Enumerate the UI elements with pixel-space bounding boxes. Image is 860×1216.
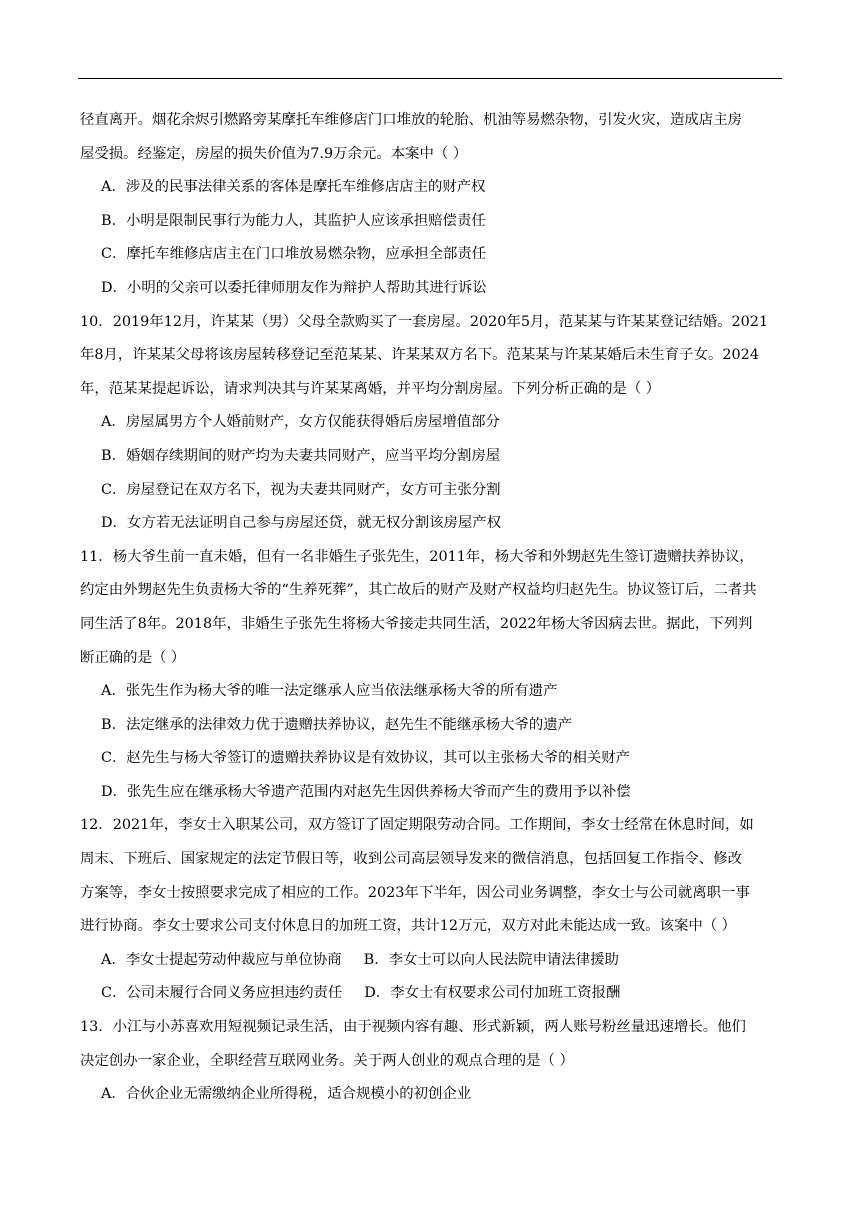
header-rule [78, 78, 782, 79]
answer-option: C．房屋登记在双方名下，视为夫妻共同财产，女方可主张分割 [101, 481, 501, 498]
answer-option: A．房屋属男方个人婚前财产，女方仅能获得婚后房屋增值部分 [101, 414, 500, 431]
answer-option: A．张先生作为杨大爷的唯一法定继承人应当依法继承杨大爷的所有遗产 [101, 683, 558, 700]
question-text-line: 径直离开。烟花余烬引燃路旁某摩托车维修店门口堆放的轮胎、机油等易燃杂物，引发火灾，造成店主房 [80, 112, 742, 128]
answer-option: A．李女士提起劳动仲裁应与单位协商 [101, 951, 342, 968]
question-text-line: 年，范某某提起诉讼，请求判决其与许某某离婚，并平均分割房屋。下列分析正确的是（ ） [80, 380, 661, 397]
answer-option: D．女方若无法证明自己参与房屋还贷，就无权分割该房屋产权 [101, 515, 502, 532]
answer-option: C．赵先生与杨大爷签订的遗赠扶养协议是有效协议，其可以主张杨大爷的相关财产 [101, 750, 631, 767]
answer-option: B．法定继承的法律效力优于遗赠扶养协议，赵先生不能继承杨大爷的遗产 [101, 716, 573, 733]
answer-option: B．李女士可以向人民法院申请法律援助 [363, 951, 619, 968]
question-text-line: 断正确的是（ ） [80, 649, 186, 666]
answer-option: A．合伙企业无需缴纳企业所得税，适合规模小的初创企业 [101, 1086, 472, 1103]
question-text-line: 决定创办一家企业，全职经营互联网业务。关于两人创业的观点合理的是（ ） [80, 1052, 574, 1069]
question-text-line: 屋受损。经鉴定，房屋的损失价值为7.9万余元。本案中（ ） [80, 145, 468, 162]
question-text-line: 12．2021年，李女士入职某公司，双方签订了固定期限劳动合同。工作期间，李女士经常在休息时间，如 [80, 817, 754, 834]
answer-option: B．婚姻存续期间的财产均为夫妻共同财产，应当平均分割房屋 [101, 447, 501, 464]
question-text-line: 年8月，许某某父母将该房屋转移登记至范某某、许某某双方名下。范某某与许某某婚后未生育子女。2024 [80, 347, 759, 364]
question-text-line: 约定由外甥赵先生负责杨大爷的“生养死葬”，其亡故后的财产及财产权益均归赵先生。协议签订后，二者共 [80, 582, 757, 599]
answer-option: D．张先生应在继承杨大爷遗产范围内对赵先生因供养杨大爷而产生的费用予以补偿 [101, 783, 631, 800]
question-text-line: 同生活了8年。2018年，非婚生子张先生将杨大爷接走共同生活，2022年杨大爷因病去世。据此，下列判 [80, 615, 753, 632]
question-text-line: 11．杨大爷生前一直未婚，但有一名非婚生子张先生，2011年，杨大爷和外甥赵先生签订遗赠扶养协议， [80, 548, 754, 565]
question-text-line: 10．2019年12月，许某某（男）父母全款购买了一套房屋。2020年5月，范某某与许某某登记结婚。2021 [80, 313, 769, 330]
answer-option: D．小明的父亲可以委托律师朋友作为辩护人帮助其进行诉讼 [101, 279, 487, 296]
answer-option: B．小明是限制民事行为能力人，其监护人应该承担赔偿责任 [101, 212, 486, 229]
question-text-line: 13．小江与小苏喜欢用短视频记录生活，由于视频内容有趣、形式新颖，两人账号粉丝量迅速增长。他们 [80, 1019, 746, 1036]
answer-option: C．公司未履行合同义务应担违约责任 [101, 985, 343, 1002]
question-text-line: 周末、下班后、国家规定的法定节假日等，收到公司高层领导发来的微信消息，包括回复工作指令、修改 [80, 851, 742, 868]
answer-option: D．李女士有权要求公司付加班工资报酬 [364, 985, 621, 1002]
option-row [80, 977, 780, 1011]
option-row [80, 944, 780, 978]
question-text-line: 方案等，李女士按照要求完成了相应的工作。2023年下半年，因公司业务调整，李女士与公司就离职一事 [80, 884, 750, 901]
answer-option: C．摩托车维修店店主在门口堆放易燃杂物，应承担全部责任 [101, 246, 487, 263]
question-text-line: 进行协商。李女士要求公司支付休息日的加班工资，共计12万元，双方对此未能达成一致。该案中（ ） [80, 918, 737, 935]
answer-option: A．涉及的民事法律关系的客体是摩托车维修店店主的财产权 [101, 179, 486, 196]
document-body [80, 104, 780, 1112]
